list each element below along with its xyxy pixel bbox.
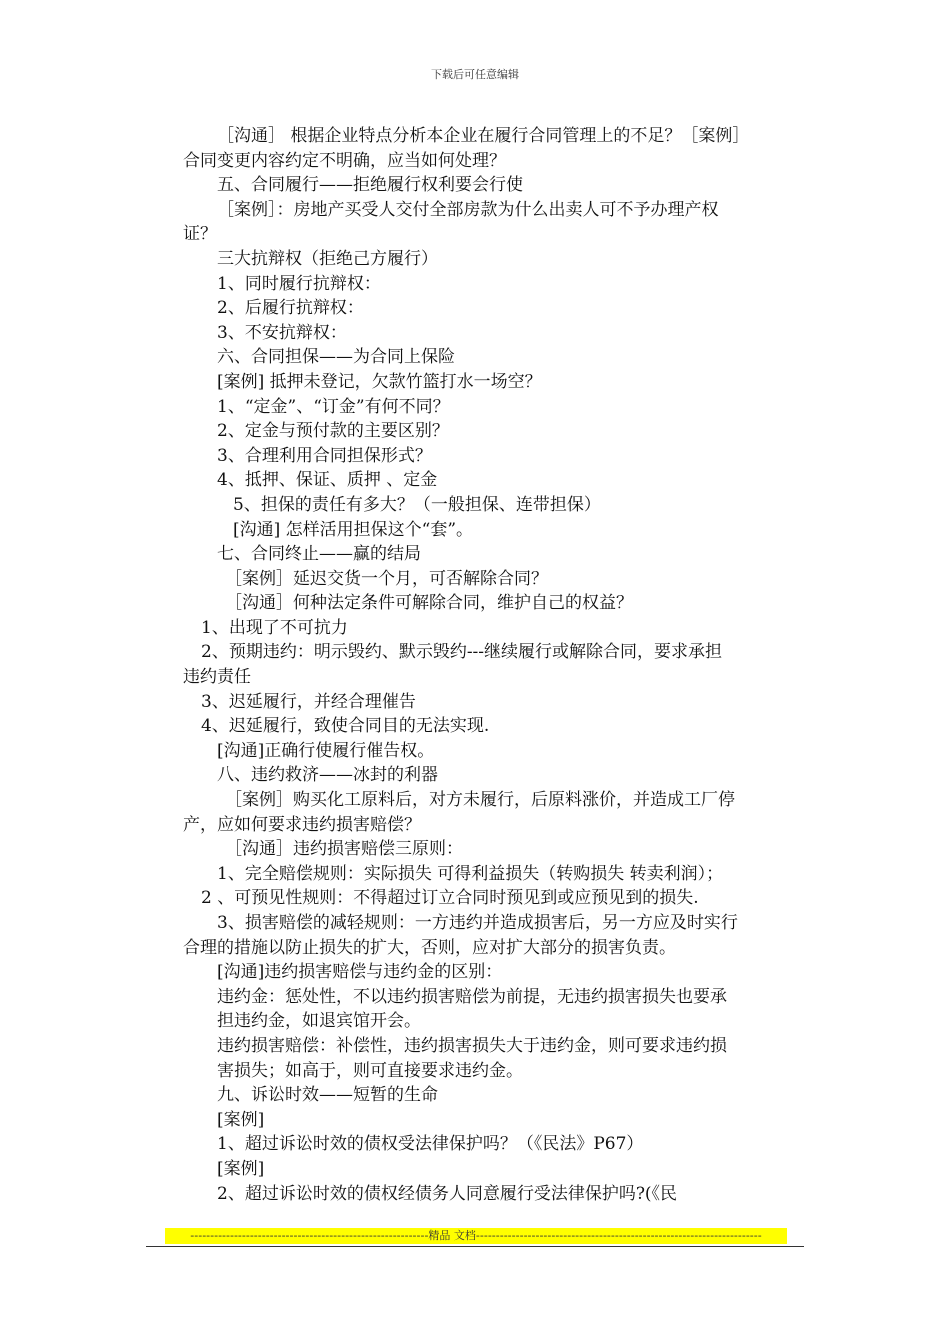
footer-banner: ------------------------------------------------------------精品 文档------------------------------------------------------------------------ [165, 1228, 787, 1244]
text-line: ［案例］：房地产买受人交付全部房款为什么出卖人可不予办理产权 [217, 199, 719, 220]
text-line: 3、迟延履行，并经合理催告 [201, 691, 416, 712]
text-line: 5、担保的责任有多大？（一般担保、连带担保） [233, 494, 601, 515]
text-line: ［沟通］违约损害赔偿三原则： [225, 839, 463, 860]
footer-rule [146, 1246, 804, 1247]
text-line: 违约金：惩处性，不以违约损害赔偿为前提，无违约损害损失也要承 [217, 986, 727, 1007]
text-line: 3、合理利用合同担保形式？ [217, 445, 432, 466]
text-line: 九、诉讼时效——短暂的生命 [217, 1085, 438, 1106]
text-line: [沟通]正确行使履行催告权。 [217, 740, 435, 761]
text-line: 八、违约救济——冰封的利器 [217, 765, 438, 786]
text-line: 三大抗辩权（拒绝己方履行） [217, 248, 438, 269]
text-line: 证？ [183, 224, 217, 245]
text-line: 3、不安抗辩权： [217, 322, 347, 343]
text-line: 1、完全赔偿规则：实际损失 可得利益损失（转购损失 转卖利润）； [217, 863, 724, 884]
text-line: 1、出现了不可抗力 [201, 617, 348, 638]
text-line: 4、迟延履行，致使合同目的无法实现. [201, 716, 490, 737]
text-line: 合理的措施以防止损失的扩大，否则，应对扩大部分的损害负责。 [183, 937, 676, 958]
text-line: 违约损害赔偿：补偿性，违约损害损失大于违约金，则可要求违约损 [217, 1035, 727, 1056]
text-line: 1、同时履行抗辩权： [217, 273, 381, 294]
text-line: ［沟通］ 根据企业特点分析本企业在履行合同管理上的不足？［案例］ [217, 126, 750, 146]
text-line: 1、超过诉讼时效的债权受法律保护吗？（《民法》P67） [217, 1134, 644, 1155]
text-line: 2、定金与预付款的主要区别？ [217, 421, 449, 442]
text-line: 2、后履行抗辩权： [217, 298, 364, 319]
text-line: 1、“定金”、“订金”有何不同？ [217, 396, 450, 417]
text-line: 五、合同履行——拒绝履行权利要会行使 [217, 175, 523, 196]
text-line: [沟通]违约损害赔偿与违约金的区别： [217, 962, 503, 983]
text-line: 七、合同终止——赢的结局 [217, 544, 421, 565]
text-line: [案例] 抵押未登记，欠款竹篮打水一场空？ [217, 371, 542, 392]
text-line: 3、损害赔偿的减轻规则：一方违约并造成损害后，另一方应及时实行 [217, 913, 738, 933]
text-line: 2、超过诉讼时效的债权经债务人同意履行受法律保护吗?(《民 [217, 1183, 678, 1204]
text-line: [沟通] 怎样活用担保这个“套”。 [233, 519, 474, 540]
text-line: 产，应如何要求违约损害赔偿？ [183, 814, 421, 835]
text-line: 六、合同担保——为合同上保险 [217, 347, 455, 368]
text-line: 违约责任 [183, 667, 251, 688]
text-line: [案例] [217, 1158, 265, 1179]
text-line: [案例] [217, 1109, 265, 1130]
text-line: 害损失；如高于，则可直接要求违约金。 [217, 1060, 523, 1081]
text-line: 合同变更内容约定不明确，应当如何处理？ [183, 150, 506, 171]
text-line: 2 、可预见性规则：不得超过订立合同时预见到或应预见到的损失. [201, 888, 699, 909]
text-line: 4、抵押、保证、质押 、定金 [217, 470, 438, 491]
text-line: ［沟通］何种法定条件可解除合同，维护自己的权益？ [225, 593, 633, 614]
text-line: ［案例］购买化工原料后，对方未履行，后原料涨价，并造成工厂停 [225, 790, 735, 811]
text-line: ［案例］延迟交货一个月，可否解除合同？ [225, 568, 548, 589]
page-header: 下载后可任意编辑 [431, 68, 519, 81]
text-line: 担违约金，如退宾馆开会。 [217, 1011, 421, 1032]
text-line: 2、预期违约：明示毁约、默示毁约---继续履行或解除合同，要求承担 [201, 642, 723, 663]
document-body [183, 124, 808, 1206]
